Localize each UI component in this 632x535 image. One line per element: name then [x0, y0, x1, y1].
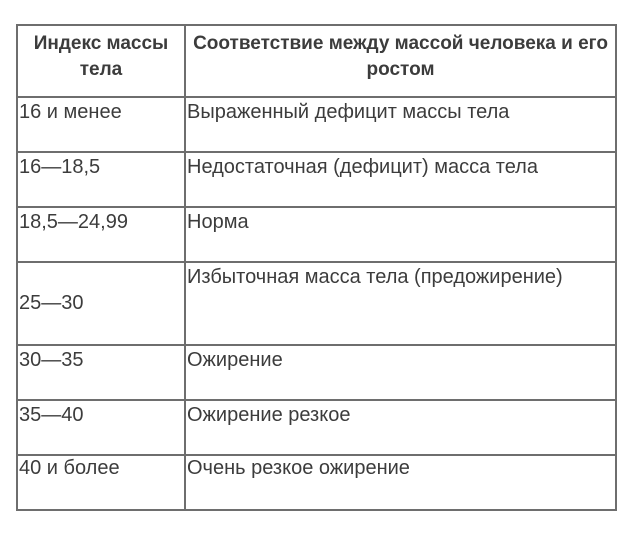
bmi-category-cell: Избыточная масса тела (предожирение): [185, 262, 616, 345]
table-row: [17, 152, 616, 207]
bmi-range-cell: 25—30: [17, 262, 185, 345]
header-bmi-index-label: Индекс массы тела: [33, 33, 169, 80]
header-correspondence: [185, 25, 616, 97]
bmi-category-cell: Очень резкое ожирение: [185, 455, 616, 510]
bmi-category-cell: Недостаточная (дефицит) масса тела: [185, 152, 616, 207]
bmi-range-cell: 35—40: [17, 400, 185, 455]
table-header: [17, 25, 616, 97]
bmi-range-cell: 16 и менее: [17, 97, 185, 152]
table-row: [17, 97, 616, 152]
table-row: [17, 207, 616, 262]
table-row: [17, 455, 616, 510]
header-bmi-index: [17, 25, 185, 97]
bmi-range-cell: 18,5—24,99: [17, 207, 185, 262]
bmi-category-cell: Ожирение: [185, 345, 616, 400]
bmi-range-cell: 30—35: [17, 345, 185, 400]
table-row: [17, 262, 616, 345]
table-body: [17, 97, 616, 510]
bmi-category-cell: Норма: [185, 207, 616, 262]
table-row: [17, 400, 616, 455]
bmi-range-cell: 16—18,5: [17, 152, 185, 207]
bmi-range-cell: 40 и более: [17, 455, 185, 510]
header-correspondence-label: Соответствие между массой человека и его ростом: [193, 33, 608, 80]
bmi-category-cell: Ожирение резкое: [185, 400, 616, 455]
table-row: [17, 345, 616, 400]
header-row: [17, 25, 616, 97]
bmi-category-cell: Выраженный дефицит массы тела: [185, 97, 616, 152]
bmi-table: [16, 24, 617, 511]
